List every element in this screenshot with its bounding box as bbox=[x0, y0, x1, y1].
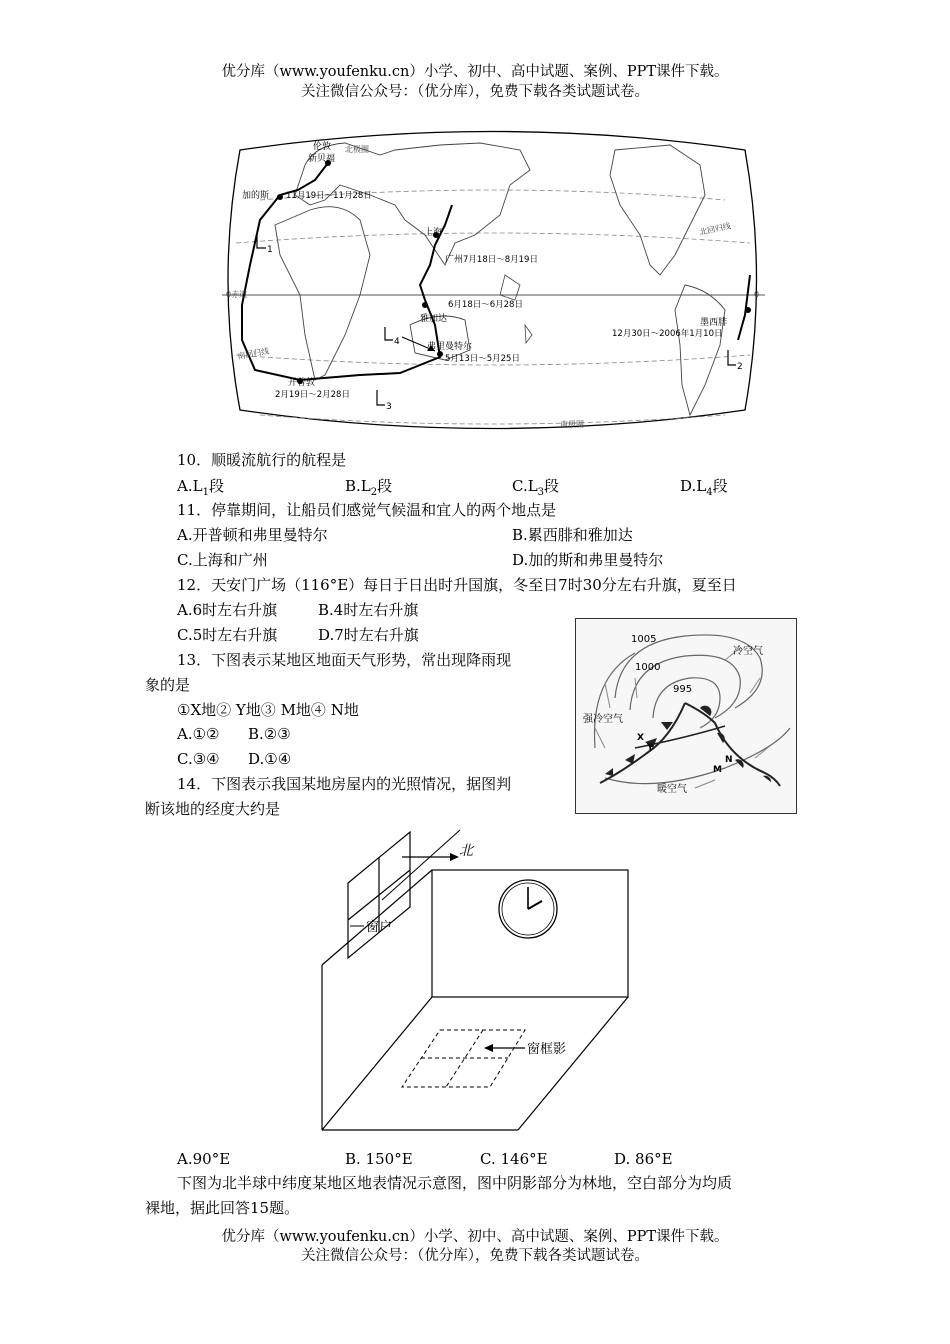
q13-items: ①X地② Y地③ M地④ N地 bbox=[177, 701, 359, 719]
map-label-antarctic-circle: 南极圈 bbox=[560, 420, 584, 429]
label-y: Y bbox=[647, 743, 654, 753]
q11-option-c: C.上海和广州 bbox=[177, 551, 268, 569]
map-label-london: 伦敦 bbox=[313, 142, 332, 152]
map-label-mexico: 墨西腓 bbox=[700, 318, 728, 328]
map-date-cape-town: 2月19日～2月28日 bbox=[275, 390, 350, 400]
isobar-1000: 1000 bbox=[635, 662, 661, 673]
header-line-2: 关注微信公众号：（优分库），免费下载各类试题试卷。 bbox=[301, 84, 649, 100]
q14-stem-line2: 断该地的经度大约是 bbox=[145, 800, 281, 818]
q15-intro-line2: 裸地，据此回答15题。 bbox=[145, 1199, 300, 1217]
isobar-995: 995 bbox=[673, 684, 693, 695]
q14-option-c: C. 146°E bbox=[480, 1150, 548, 1168]
world-route-map bbox=[220, 125, 765, 435]
map-date-mexico: 12月30日～2006年1月10日 bbox=[612, 329, 723, 339]
map-label-zero: 0 bbox=[754, 290, 760, 299]
q13-option-c: C.③④ bbox=[177, 750, 220, 768]
map-label-jakarta: 雅加达 bbox=[420, 314, 448, 324]
q13-option-b: B.②③ bbox=[248, 725, 291, 743]
map-label-arctic-circle: 北极圈 bbox=[345, 145, 369, 154]
segment-l4-label: 4 bbox=[394, 337, 400, 347]
isobar-1005: 1005 bbox=[631, 634, 657, 645]
q10-stem: 10．顺暖流航行的航程是 bbox=[177, 451, 347, 469]
q11-option-d: D.加的斯和弗里曼特尔 bbox=[512, 551, 664, 569]
q12-stem: 12．天安门广场（116°E）每日于日出时升国旗，冬至日7时30分左右升旗，夏至日 bbox=[177, 576, 737, 594]
q11-option-b: B.累西腓和雅加达 bbox=[512, 526, 633, 544]
map-label-tropic-cancer: 北回归线 bbox=[698, 221, 732, 237]
map-date-jakarta: 6月18日～6月28日 bbox=[448, 300, 523, 310]
label-cold-air: 冷空气 bbox=[733, 646, 763, 657]
q13-option-a: A.①② bbox=[177, 725, 220, 743]
map-label-equator: 0赤道 bbox=[226, 290, 248, 299]
footer-line-1: 优分库（www.youfenku.cn）小学、初中、高中试题、案例、PPT课件下载。 bbox=[221, 1229, 729, 1245]
segment-letters bbox=[275, 232, 277, 233]
q14-option-a: A.90°E bbox=[177, 1150, 231, 1168]
label-strong-cold-air: 强冷空气 bbox=[583, 714, 623, 725]
segment-l1-label: 1 bbox=[267, 245, 273, 255]
header-line-1: 优分库（www.youfenku.cn）小学、初中、高中试题、案例、PPT课件下载。 bbox=[221, 64, 729, 80]
segment-l3-label: 3 bbox=[386, 402, 392, 412]
map-date-guangzhou: 7月18日～8月19日 bbox=[463, 255, 538, 265]
map-label-tropic-capricorn: 南回归线 bbox=[236, 346, 270, 361]
q14-stem-line1: 14．下图表示我国某地房屋内的光照情况，据图判 bbox=[177, 775, 512, 793]
map-label-fremantle: 弗里曼特尔 bbox=[427, 342, 473, 352]
weather-map bbox=[575, 618, 797, 814]
map-label-new-bedford: 新贝福 bbox=[308, 154, 336, 164]
map-label-cape-town: 开普敦 bbox=[288, 378, 316, 388]
label-x: X bbox=[637, 733, 644, 743]
map-label-guangzhou: 广州 bbox=[445, 255, 464, 265]
q14-option-b: B. 150°E bbox=[345, 1150, 413, 1168]
q13-stem-line1: 13．下图表示某地区地面天气形势，常出现降雨现 bbox=[177, 651, 512, 669]
room-light-diagram bbox=[320, 825, 640, 1135]
shadow-label: 窗框影 bbox=[527, 1042, 567, 1057]
q15-intro-line1: 下图为北半球中纬度某地区地表情况示意图，图中阴影部分为林地，空白部分为均质 bbox=[177, 1174, 733, 1192]
q13-stem-line2: 象的是 bbox=[145, 676, 191, 694]
q13-option-d: D.①④ bbox=[248, 750, 292, 768]
map-label-shanghai: 上海 bbox=[424, 228, 443, 238]
q12-option-c: C.5时左右升旗 bbox=[177, 626, 278, 644]
window-label: 窗户 bbox=[366, 920, 393, 935]
q11-option-a: A.开普顿和弗里曼特尔 bbox=[177, 526, 328, 544]
q10-option-b: $B.L_2$段 bbox=[345, 477, 393, 498]
map-date-fremantle: 5月13日～5月25日 bbox=[445, 354, 520, 364]
q12-option-b: B.4时左右升旗 bbox=[318, 601, 419, 619]
map-date-cadiz: 11月19日～11月28日 bbox=[286, 191, 372, 201]
q10-option-a: $A.L_1$段 bbox=[177, 477, 224, 498]
label-n: N bbox=[725, 755, 733, 765]
q12-option-d: D.7时左右升旗 bbox=[318, 626, 419, 644]
map-label-cadiz: 加的斯 bbox=[242, 191, 270, 201]
q11-stem: 11．停靠期间，让船员们感觉气候温和宜人的两个地点是 bbox=[177, 501, 557, 519]
footer-line-2: 关注微信公众号：（优分库），免费下载各类试题试卷。 bbox=[301, 1248, 649, 1264]
q14-option-d: D. 86°E bbox=[614, 1150, 673, 1168]
segment-l2-label: 2 bbox=[737, 362, 743, 372]
q10-option-c: $C.L_3$段 bbox=[512, 477, 560, 498]
label-m: M bbox=[713, 765, 722, 775]
q10-option-d: $D.L_4$段 bbox=[680, 477, 728, 498]
label-warm-air: 暖空气 bbox=[657, 784, 687, 795]
q12-option-a: A.6时左右升旗 bbox=[177, 601, 278, 619]
north-label: 北 bbox=[459, 843, 473, 859]
